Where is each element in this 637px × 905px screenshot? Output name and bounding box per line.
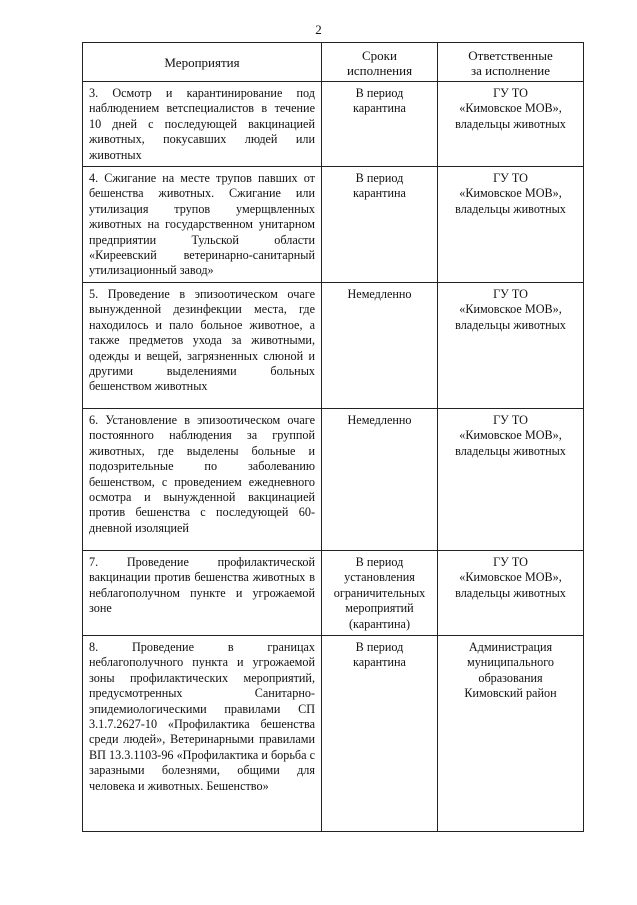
table-header-row xyxy=(83,43,584,82)
term-line: (карантина) xyxy=(348,616,411,631)
page-number: 2 xyxy=(315,22,322,37)
term-line: Немедленно xyxy=(347,412,412,427)
header-responsible-line: Ответственные xyxy=(468,47,553,63)
responsible-line: владельцы животных xyxy=(455,116,566,131)
table-row xyxy=(83,167,584,283)
responsible-line: ГУ ТО xyxy=(493,554,528,569)
measures-table xyxy=(82,42,584,832)
measure-cell: 6. Установление в эпизоотическом очаге постоянного наблюдения за группой животных, где выделены больные и подозрительные по заболеванию бешенством, с проведением ежедневного осмотра и вынужденной вакцинацией против бешенства с последующей 60-дневной изоляцией xyxy=(83,408,322,550)
responsible-line: владельцы животных xyxy=(455,443,566,458)
measure-cell: 4. Сжигание на месте трупов павших от бешенства животных. Сжигание или утилизация трупов умерщвленных животных на государственном унитарном предприятии Тульской области «Киреевский ветеринарно-санитарный утилизационный завод» xyxy=(83,167,322,283)
responsible-line: «Кимовское МОВ», xyxy=(459,101,562,116)
term-cell xyxy=(322,550,438,635)
responsible-cell xyxy=(438,82,584,167)
responsible-line: «Кимовское МОВ», xyxy=(459,186,562,201)
responsible-cell xyxy=(438,282,584,408)
responsible-line: владельцы животных xyxy=(455,585,566,600)
term-line: установления xyxy=(344,570,415,585)
term-line: ограничительных xyxy=(333,585,426,600)
table-row xyxy=(83,82,584,167)
table-body xyxy=(83,82,584,832)
table-row xyxy=(83,635,584,831)
responsible-line: Администрация xyxy=(468,639,553,654)
responsible-cell xyxy=(438,550,584,635)
responsible-cell xyxy=(438,408,584,550)
measure-cell: 7. Проведение профилактической вакцинации против бешенства животных в неблагополучном пункте и угрожаемой зоне xyxy=(83,550,322,635)
term-cell xyxy=(322,635,438,831)
term-line: В период xyxy=(355,171,404,186)
table-row xyxy=(83,282,584,408)
term-line: В период xyxy=(355,639,404,654)
header-terms xyxy=(322,43,438,82)
measure-cell: 5. Проведение в эпизоотическом очаге вынужденной дезинфекции места, где находилось и пало больное животное, а также предметов ухода за животными, одежды и вещей, загрязненных слюной и другими выделениями больных бешенством животных xyxy=(83,282,322,408)
header-responsible-line: за исполнение xyxy=(470,62,551,78)
responsible-line: «Кимовское МОВ», xyxy=(459,570,562,585)
term-cell xyxy=(322,408,438,550)
table-row xyxy=(83,408,584,550)
term-line: карантина xyxy=(353,186,406,201)
term-line: Немедленно xyxy=(347,286,412,301)
header-terms-line: Сроки xyxy=(362,47,397,63)
responsible-line: образования xyxy=(478,670,543,685)
term-line: карантина xyxy=(353,101,406,116)
header-terms-line: исполнения xyxy=(346,62,413,78)
term-cell xyxy=(322,82,438,167)
responsible-cell xyxy=(438,635,584,831)
responsible-line: «Кимовское МОВ», xyxy=(459,302,562,317)
responsible-line: ГУ ТО xyxy=(493,286,528,301)
term-cell xyxy=(322,167,438,283)
header-measures: Мероприятия xyxy=(83,43,322,82)
header-responsible xyxy=(438,43,584,82)
responsible-line: «Кимовское МОВ», xyxy=(459,428,562,443)
measure-cell: 8. Проведение в границах неблагополучного пункта и угрожаемой зоны профилактических мероприятий, предусмотренных Санитарно-эпидемиологическими правилами СП 3.1.7.2627-10 «Профилактика бешенства среди людей», Ветеринарными правилами ВП 13.3.1103-96 «Профилактика и борьба с заразными болезнями, общими для человека и животных. Бешенство» xyxy=(83,635,322,831)
responsible-line: муниципального xyxy=(467,655,554,670)
responsible-line: ГУ ТО xyxy=(493,86,528,100)
measure-cell: 3. Осмотр и карантинирование под наблюдением ветспециалистов в течение 10 дней с последующей вакцинацией животных, покусавших людей или животных xyxy=(83,82,322,167)
term-line: В период xyxy=(355,554,404,569)
term-line: В период xyxy=(355,86,404,100)
responsible-line: ГУ ТО xyxy=(493,171,528,186)
term-line: карантина xyxy=(353,655,406,670)
responsible-line: ГУ ТО xyxy=(493,412,528,427)
term-cell xyxy=(322,282,438,408)
responsible-cell xyxy=(438,167,584,283)
term-line: мероприятий xyxy=(345,601,414,616)
responsible-line: владельцы животных xyxy=(455,201,566,216)
responsible-line: владельцы животных xyxy=(455,317,566,332)
responsible-line: Кимовский район xyxy=(464,686,557,701)
table-row xyxy=(83,550,584,635)
